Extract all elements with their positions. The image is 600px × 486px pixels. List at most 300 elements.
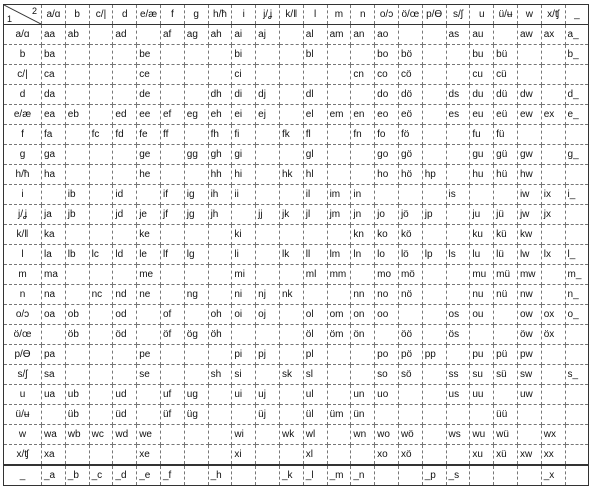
grid-cell [279,385,303,405]
grid-cell: ha [42,165,66,185]
grid-cell: m_ [565,265,589,285]
grid-cell [422,365,446,385]
grid-cell [327,345,351,365]
grid-cell: sö [398,365,422,385]
grid-cell [113,165,137,185]
grid-cell [565,445,589,466]
grid-cell: wö [398,425,422,445]
grid-cell: lo [375,245,399,265]
grid-cell: aw [517,25,541,45]
row-header: s/ʃ [4,365,42,385]
column-header: ö/œ [398,5,422,25]
grid-cell: fu [470,125,494,145]
grid-cell [398,305,422,325]
grid-cell: ds [446,85,470,105]
grid-cell: l_ [565,245,589,265]
grid-cell [184,85,208,105]
grid-cell [541,285,565,305]
grid-cell: ko [375,225,399,245]
grid-cell: uj [256,385,280,405]
grid-cell [517,465,541,486]
table-row [4,305,589,325]
grid-cell: s_ [565,365,589,385]
grid-cell [375,465,399,486]
grid-cell: jd [113,205,137,225]
grid-cell: fk [279,125,303,145]
grid-cell: öw [517,325,541,345]
grid-cell [279,145,303,165]
grid-cell: n_ [565,285,589,305]
grid-cell [422,445,446,466]
grid-cell [256,185,280,205]
grid-cell: om [327,305,351,325]
grid-cell: ka [42,225,66,245]
column-header: w [517,5,541,25]
grid-cell [303,65,327,85]
grid-cell [160,65,184,85]
grid-cell [65,145,89,165]
grid-cell [160,345,184,365]
row-header: f [4,125,42,145]
table-row [4,265,589,285]
grid-cell: if [160,185,184,205]
grid-cell: ni [232,285,256,305]
grid-cell: ln [351,245,375,265]
grid-cell [327,425,351,445]
grid-cell [565,205,589,225]
grid-cell [279,305,303,325]
grid-cell: eb [65,105,89,125]
grid-cell: wo [375,425,399,445]
grid-cell: _d [113,465,137,486]
grid-cell [279,65,303,85]
grid-cell [398,25,422,45]
grid-cell: _n [351,465,375,486]
grid-cell: eg [184,105,208,125]
grid-cell [494,385,518,405]
grid-cell [42,405,66,425]
grid-cell: he [137,165,161,185]
grid-cell: ll [303,245,327,265]
grid-cell [208,245,232,265]
grid-cell: _s [446,465,470,486]
grid-cell: pö [398,345,422,365]
column-header: n [351,5,375,25]
grid-cell: se [137,365,161,385]
grid-cell [351,345,375,365]
grid-cell: mw [517,265,541,285]
grid-cell: ku [470,225,494,245]
grid-cell: fo [375,125,399,145]
grid-cell: kn [351,225,375,245]
grid-cell [351,365,375,385]
grid-cell [351,85,375,105]
grid-cell: üd [113,405,137,425]
table-row [4,185,589,205]
grid-cell: is [446,185,470,205]
grid-cell [65,165,89,185]
grid-cell: ob [65,305,89,325]
grid-cell: ma [42,265,66,285]
grid-cell [42,185,66,205]
grid-cell: hu [470,165,494,185]
grid-cell: ül [303,405,327,425]
grid-cell [565,345,589,365]
row-header: u [4,385,42,405]
grid-cell: _a [42,465,66,486]
grid-cell: mö [398,265,422,285]
grid-cell [113,65,137,85]
row-header: _ [4,465,42,486]
grid-cell: _m [327,465,351,486]
grid-cell [446,45,470,65]
grid-cell: eu [470,105,494,125]
table-row [4,65,589,85]
row-header: ü/ʉ [4,405,42,425]
grid-cell [327,285,351,305]
grid-cell [160,445,184,466]
grid-cell: lü [494,245,518,265]
grid-cell: li [232,245,256,265]
grid-cell: of [160,305,184,325]
grid-cell: ja [42,205,66,225]
grid-cell [89,265,113,285]
grid-cell [232,465,256,486]
grid-cell: eü [494,105,518,125]
grid-cell [184,365,208,385]
grid-cell: xü [494,445,518,466]
grid-cell: ad [113,25,137,45]
grid-cell: nu [470,285,494,305]
column-header: x/ʧ [541,5,565,25]
grid-cell: ea [42,105,66,125]
grid-cell [256,125,280,145]
grid-cell [351,45,375,65]
grid-cell: ön [351,325,375,345]
grid-cell [137,405,161,425]
grid-cell [256,145,280,165]
grid-cell: b_ [565,45,589,65]
grid-cell: ög [184,325,208,345]
grid-cell: jj [256,205,280,225]
grid-cell [541,65,565,85]
grid-cell [303,285,327,305]
grid-cell: ex [541,105,565,125]
table-row [4,405,589,425]
table-row [4,425,589,445]
grid-cell [208,45,232,65]
grid-cell: üb [65,405,89,425]
grid-cell: ao [375,25,399,45]
grid-cell: fe [137,125,161,145]
grid-cell: fö [398,125,422,145]
grid-cell [446,65,470,85]
table-row [4,365,589,385]
grid-cell [422,25,446,45]
grid-cell: xa [42,445,66,466]
grid-cell [256,225,280,245]
grid-cell [541,405,565,425]
grid-cell [184,445,208,466]
grid-cell [351,145,375,165]
column-header: f [160,5,184,25]
grid-cell [470,325,494,345]
grid-cell: pw [517,345,541,365]
grid-cell: so [375,365,399,385]
grid-cell: ce [137,65,161,85]
grid-cell: od [113,305,137,325]
grid-cell: bl [303,45,327,65]
grid-cell: jw [517,205,541,225]
grid-cell: pü [494,345,518,365]
grid-cell [256,245,280,265]
grid-cell: _f [160,465,184,486]
grid-cell: wü [494,425,518,445]
grid-cell: lc [89,245,113,265]
grid-cell [327,365,351,385]
grid-cell [113,45,137,65]
grid-cell: jf [160,205,184,225]
grid-cell [113,345,137,365]
grid-cell: sw [517,365,541,385]
grid-cell: fc [89,125,113,145]
grid-cell: sa [42,365,66,385]
grid-cell: öö [398,325,422,345]
grid-cell: hü [494,165,518,185]
grid-cell: da [42,85,66,105]
grid-cell: be [137,45,161,65]
grid-cell: an [351,25,375,45]
grid-cell: uo [375,385,399,405]
column-header: a/ɑ [42,5,66,25]
grid-cell: pj [256,345,280,365]
grid-cell: öb [65,325,89,345]
grid-cell: as [446,25,470,45]
grid-cell [398,405,422,425]
grid-cell: jo [375,205,399,225]
table-row [4,45,589,65]
table-row [4,385,589,405]
grid-cell: ig [184,185,208,205]
grid-cell: ff [160,125,184,145]
grid-cell: mo [375,265,399,285]
grid-cell: üf [160,405,184,425]
grid-cell [327,45,351,65]
grid-cell [184,305,208,325]
grid-cell: ii [232,185,256,205]
column-header: p/ϴ [422,5,446,25]
grid-cell: dh [208,85,232,105]
grid-cell: wx [541,425,565,445]
grid-cell [65,365,89,385]
grid-cell [327,85,351,105]
grid-cell: si [232,365,256,385]
grid-cell [89,145,113,165]
grid-cell: ld [113,245,137,265]
grid-cell: sh [208,365,232,385]
grid-cell: gu [470,145,494,165]
grid-cell: wc [89,425,113,445]
grid-cell [279,265,303,285]
grid-cell: ws [446,425,470,445]
row-header: x/ʧ [4,445,42,466]
grid-cell: us [446,385,470,405]
grid-cell: hp [422,165,446,185]
grid-cell: xö [398,445,422,466]
grid-cell [89,365,113,385]
grid-cell: üm [327,405,351,425]
grid-cell: _h [208,465,232,486]
grid-cell: dw [517,85,541,105]
grid-cell [494,185,518,205]
grid-cell [184,225,208,245]
grid-cell [184,465,208,486]
grid-cell [422,325,446,345]
grid-cell: le [137,245,161,265]
grid-cell: co [375,65,399,85]
grid-cell: nn [351,285,375,305]
grid-cell [565,385,589,405]
grid-cell [541,225,565,245]
grid-cell [137,185,161,205]
grid-cell: lö [398,245,422,265]
grid-cell [279,445,303,466]
column-header: k/ǁ [279,5,303,25]
grid-cell: il [303,185,327,205]
grid-cell [160,365,184,385]
grid-cell: ow [517,305,541,325]
grid-cell [208,265,232,285]
column-header: u [470,5,494,25]
grid-cell: jn [351,205,375,225]
row-header: g [4,145,42,165]
grid-cell: öl [303,325,327,345]
grid-cell [446,345,470,365]
grid-cell [160,85,184,105]
grid-cell: oh [208,305,232,325]
grid-cell: ou [470,305,494,325]
grid-cell: öx [541,325,565,345]
grid-cell: ua [42,385,66,405]
grid-cell [541,345,565,365]
grid-cell [65,265,89,285]
grid-cell: au [470,25,494,45]
grid-cell: üg [184,405,208,425]
grid-cell [351,265,375,285]
grid-cell [256,65,280,85]
grid-cell: po [375,345,399,365]
grid-cell: go [375,145,399,165]
grid-cell: ju [470,205,494,225]
grid-cell: fl [303,125,327,145]
grid-cell: nö [398,285,422,305]
grid-cell: ox [541,305,565,325]
grid-cell: mi [232,265,256,285]
grid-cell [279,185,303,205]
grid-cell: en [351,105,375,125]
grid-cell: cü [494,65,518,85]
grid-cell: ix [541,185,565,205]
grid-cell: ün [351,405,375,425]
grid-cell: aa [42,25,66,45]
grid-cell: jl [303,205,327,225]
table-row [4,85,589,105]
grid-cell [184,125,208,145]
row-header: h/ħ [4,165,42,185]
grid-cell [160,165,184,185]
grid-cell: fa [42,125,66,145]
grid-cell: fü [494,125,518,145]
grid-cell [517,405,541,425]
grid-cell: uf [160,385,184,405]
grid-cell [279,325,303,345]
grid-cell: _p [422,465,446,486]
grid-cell: su [470,365,494,385]
grid-cell [422,285,446,305]
grid-cell: hk [279,165,303,185]
grid-cell [160,45,184,65]
grid-cell: kü [494,225,518,245]
grid-cell [422,85,446,105]
grid-cell [65,345,89,365]
grid-cell: i_ [565,185,589,205]
grid-cell [422,265,446,285]
grid-cell [327,145,351,165]
grid-cell [89,205,113,225]
row-header: m [4,265,42,285]
grid-cell [89,385,113,405]
grid-cell: lg [184,245,208,265]
grid-cell [351,445,375,466]
grid-cell [565,225,589,245]
grid-cell [327,65,351,85]
grid-cell [89,225,113,245]
corner-first-letter-label: 1 [7,14,13,24]
grid-cell [208,445,232,466]
grid-cell [113,265,137,285]
grid-cell: eö [398,105,422,125]
grid-cell [446,285,470,305]
grid-cell: a_ [565,25,589,45]
grid-cell: kö [398,225,422,245]
grid-cell: jg [184,205,208,225]
column-header: b [65,5,89,25]
grid-cell: cu [470,65,494,85]
grid-cell: fh [208,125,232,145]
grid-cell [256,445,280,466]
grid-cell [208,225,232,245]
grid-cell: öf [160,325,184,345]
row-header: e/æ [4,105,42,125]
grid-cell [446,165,470,185]
grid-cell: na [42,285,66,305]
grid-cell: xi [232,445,256,466]
column-header: _ [565,5,589,25]
grid-cell [398,185,422,205]
grid-cell: os [446,305,470,325]
grid-cell: _c [89,465,113,486]
grid-cell: öd [113,325,137,345]
grid-cell: wn [351,425,375,445]
grid-cell: nw [517,285,541,305]
grid-cell: gg [184,145,208,165]
column-header: g [184,5,208,25]
grid-cell: hl [303,165,327,185]
grid-cell [422,105,446,125]
grid-cell [65,45,89,65]
grid-cell: lp [422,245,446,265]
grid-cell: lw [517,245,541,265]
